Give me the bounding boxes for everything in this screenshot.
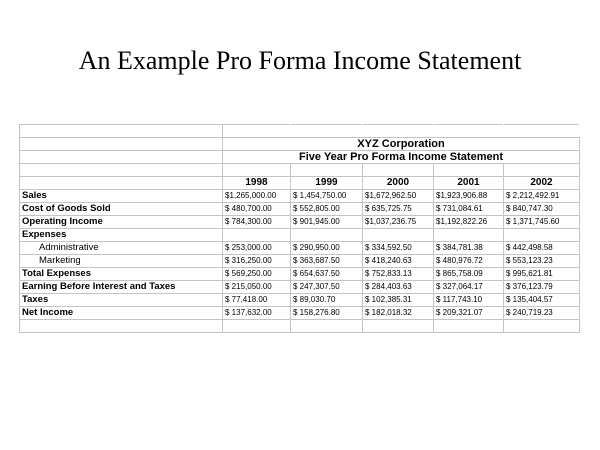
value-cell: $1,192,822.26	[434, 216, 504, 229]
value-cell: $ 376,123.79	[504, 281, 580, 294]
value-cell: $ 89,030.70	[291, 294, 363, 307]
row-label: Earning Before Interest and Taxes	[20, 281, 223, 294]
value-cell: $ 77,418.00	[223, 294, 291, 307]
row-label: Marketing	[20, 255, 223, 268]
value-cell	[504, 229, 580, 242]
value-cell: $ 158,276.80	[291, 307, 363, 320]
row-label: Sales	[20, 190, 223, 203]
value-cell	[363, 229, 434, 242]
value-cell: $1,672,962.50	[363, 190, 434, 203]
value-cell: $1,037,236.75	[363, 216, 434, 229]
value-cell: $ 569,250.00	[223, 268, 291, 281]
income-statement-table	[19, 124, 580, 333]
year-header: 2002	[504, 177, 580, 190]
value-cell	[223, 229, 291, 242]
value-cell: $ 284,403.63	[363, 281, 434, 294]
company-row	[20, 138, 580, 151]
table-row	[20, 281, 580, 294]
value-cell: $ 901,945.00	[291, 216, 363, 229]
value-cell: $ 1,371,745.60	[504, 216, 580, 229]
value-cell: $ 316,250.00	[223, 255, 291, 268]
row-label: Cost of Goods Sold	[20, 203, 223, 216]
subtitle-row	[20, 151, 580, 164]
year-header-row	[20, 177, 580, 190]
value-cell: $ 635,725.75	[363, 203, 434, 216]
value-cell: $ 240,719.23	[504, 307, 580, 320]
value-cell: $ 865,758.09	[434, 268, 504, 281]
value-cell: $ 209,321.07	[434, 307, 504, 320]
year-header: 1999	[291, 177, 363, 190]
table-row	[20, 255, 580, 268]
table-row	[20, 242, 580, 255]
value-cell: $ 135,404.57	[504, 294, 580, 307]
year-header: 1998	[223, 177, 291, 190]
value-cell: $ 215,050.00	[223, 281, 291, 294]
value-cell: $ 840,747.30	[504, 203, 580, 216]
value-cell: $1,265,000.00	[223, 190, 291, 203]
value-cell	[434, 229, 504, 242]
row-label: Administrative	[20, 242, 223, 255]
value-cell: $ 654,637.50	[291, 268, 363, 281]
value-cell: $ 182,018.32	[363, 307, 434, 320]
value-cell: $ 1,454,750.00	[291, 190, 363, 203]
value-cell: $ 384,781.38	[434, 242, 504, 255]
statement-subtitle: Five Year Pro Forma Income Statement	[223, 151, 580, 164]
value-cell: $ 117,743.10	[434, 294, 504, 307]
value-cell: $ 752,833.13	[363, 268, 434, 281]
value-cell: $ 253,000.00	[223, 242, 291, 255]
value-cell: $ 247,307.50	[291, 281, 363, 294]
slide-title: An Example Pro Forma Income Statement	[78, 46, 522, 75]
row-label: Total Expenses	[20, 268, 223, 281]
value-cell: $1,923,906.88	[434, 190, 504, 203]
value-cell: $ 290,950.00	[291, 242, 363, 255]
value-cell	[291, 229, 363, 242]
row-label: Operating Income	[20, 216, 223, 229]
table-row	[20, 216, 580, 229]
table-row	[20, 229, 580, 242]
table-row	[20, 268, 580, 281]
value-cell: $ 480,976.72	[434, 255, 504, 268]
row-label: Net Income	[20, 307, 223, 320]
value-cell: $ 784,300.00	[223, 216, 291, 229]
table-row	[20, 294, 580, 307]
value-cell: $ 995,621.81	[504, 268, 580, 281]
value-cell: $ 102,385.31	[363, 294, 434, 307]
value-cell: $ 552,805.00	[291, 203, 363, 216]
value-cell: $ 731,084.61	[434, 203, 504, 216]
table-row	[20, 203, 580, 216]
row-label: Expenses	[20, 229, 223, 242]
value-cell: $ 418,240.63	[363, 255, 434, 268]
table-row	[20, 190, 580, 203]
year-header: 2001	[434, 177, 504, 190]
value-cell: $ 334,592.50	[363, 242, 434, 255]
value-cell: $ 327,064.17	[434, 281, 504, 294]
value-cell: $ 137,632.00	[223, 307, 291, 320]
row-label: Taxes	[20, 294, 223, 307]
company-name: XYZ Corporation	[223, 138, 580, 151]
year-header: 2000	[363, 177, 434, 190]
value-cell: $ 553,123.23	[504, 255, 580, 268]
value-cell: $ 363,687.50	[291, 255, 363, 268]
value-cell: $ 480,700.00	[223, 203, 291, 216]
value-cell: $ 442,498.58	[504, 242, 580, 255]
value-cell: $ 2,212,492.91	[504, 190, 580, 203]
table-row	[20, 307, 580, 320]
